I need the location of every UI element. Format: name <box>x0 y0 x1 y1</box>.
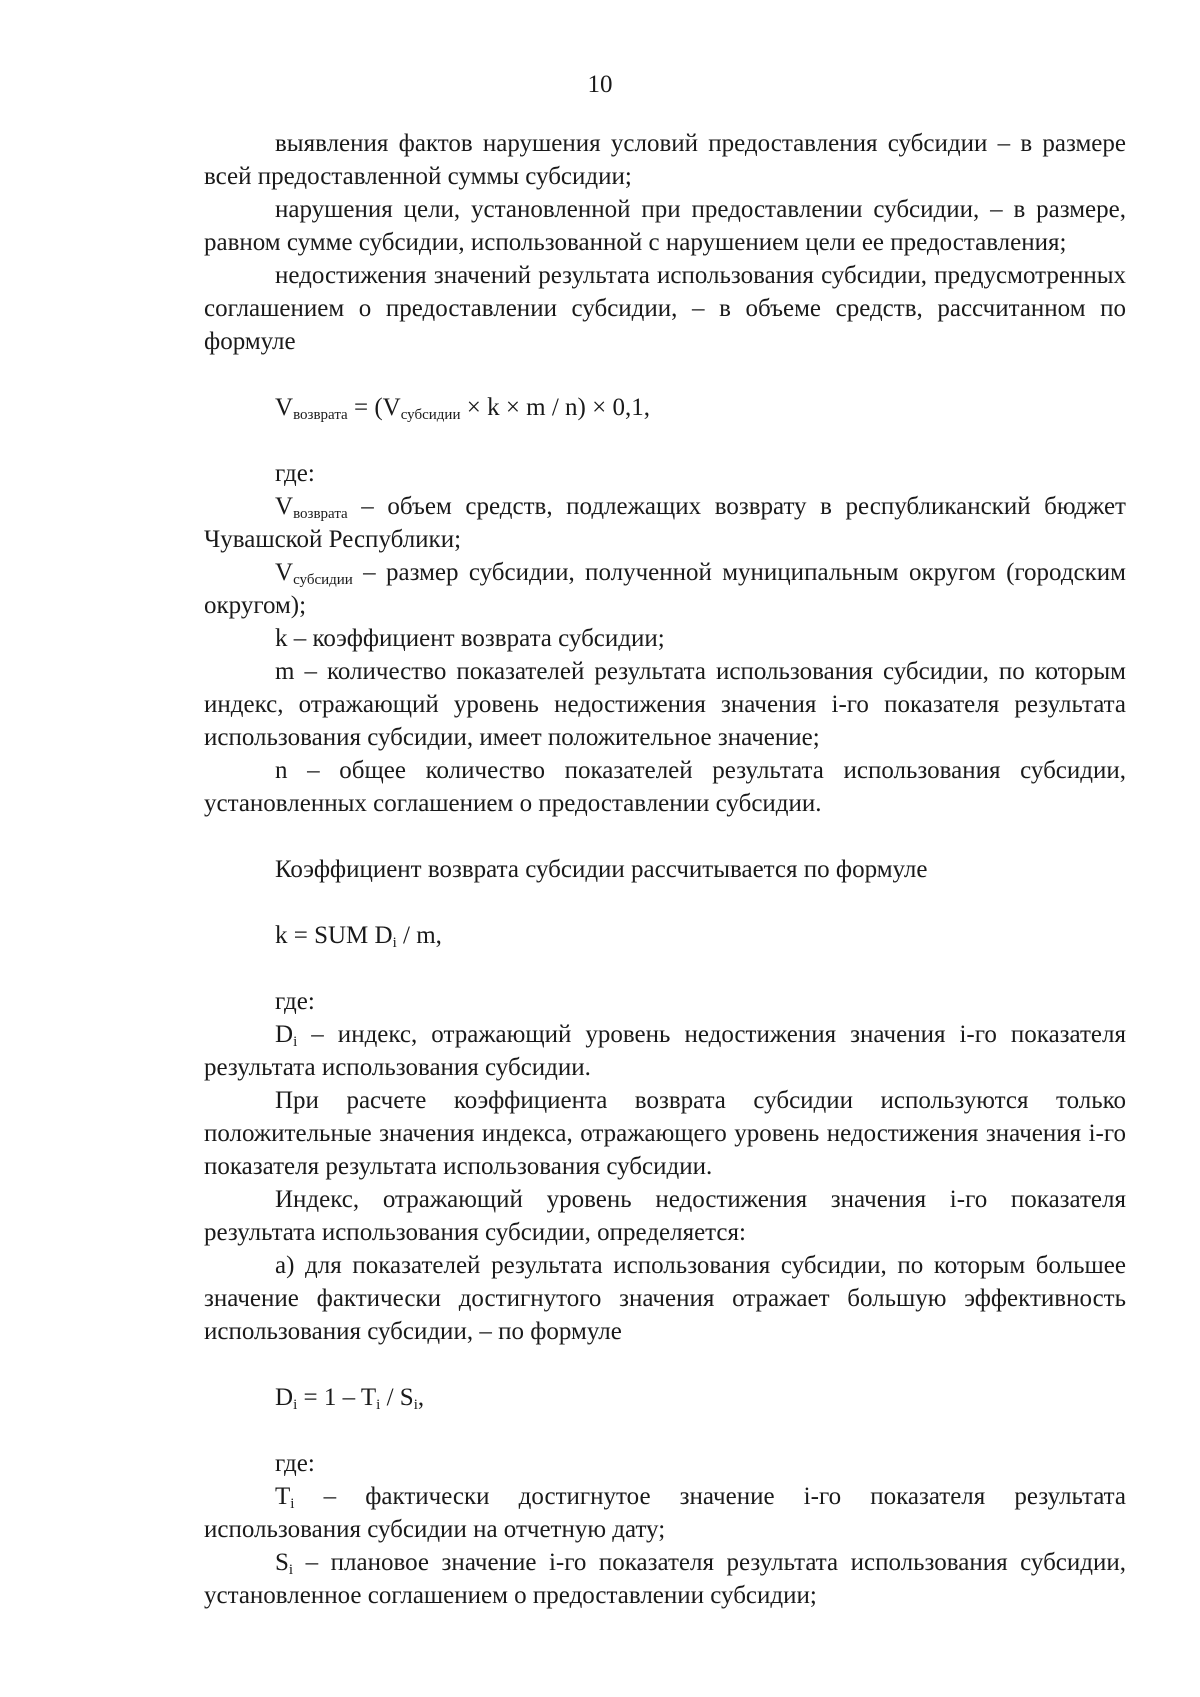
formula-return-volume: $V_{возврата} = (V_{субсидии} \times k \times m / n) \times 0,1$, <box>275 394 650 423</box>
paragraph-index-determined: Индекс, отражающий уровень недостижения значения i-го показателя результата использования субсидии, определяется: <box>204 1186 1126 1246</box>
definition-v-subsidy: $V_{субсидии}$ – размер субсидии, полученной муниципальным округом (городским округом); <box>204 559 1126 619</box>
paragraph-item-a: а) для показателей результата использования субсидии, по которым большее значение фактически достигнутого значения отражает большую эффективность использования субсидии, – по формуле <box>204 1252 1126 1345</box>
definition-m: m – количество показателей результата использования субсидии, по которым индекс, отражающий уровень недостижения значения i-го показателя результата использования субсидии, имеет положительное значение; <box>204 658 1126 751</box>
paragraph-violation-conditions: выявления фактов нарушения условий предоставления субсидии – в размере всей предоставленной суммы субсидии; <box>204 130 1126 190</box>
definition-di: $D_i$ – индекс, отражающий уровень недостижения значения i-го показателя результата использования субсидии. <box>204 1021 1126 1081</box>
where-label-1: где: <box>275 460 315 487</box>
where-label-3: где: <box>275 1450 315 1477</box>
paragraph-non-achievement: недостижения значений результата использования субсидии, предусмотренных соглашением о предоставлении субсидии, – в объеме средств, рассчитанном по формуле <box>204 262 1126 355</box>
definition-v-return: $V_{возврата}$ – объем средств, подлежащих возврату в республиканский бюджет Чувашской Республики; <box>204 493 1126 553</box>
definition-n: n – общее количество показателей результата использования субсидии, установленных соглашением о предоставлении субсидии. <box>204 757 1126 817</box>
where-label-2: где: <box>275 988 315 1015</box>
definition-k: k – коэффициент возврата субсидии; <box>275 625 665 652</box>
paragraph-positive-values: При расчете коэффициента возврата субсидии используются только положительные значения индекса, отражающего уровень недостижения значения i-го показателя результата использования субсидии. <box>204 1087 1126 1180</box>
document-body <box>204 127 1126 1612</box>
definition-si: $S_i$ – плановое значение i-го показателя результата использования субсидии, установленное соглашением о предоставлении субсидии; <box>204 1549 1126 1609</box>
formula-index: $D_i = 1 - T_i / S_i$, <box>275 1384 425 1413</box>
page-number: 10 <box>587 71 613 98</box>
formula-coefficient: k = SUM $D_i$ / m, <box>275 922 442 951</box>
coefficient-intro: Коэффициент возврата субсидии рассчитывается по формуле <box>275 856 928 883</box>
definition-ti: $T_i$ – фактически достигнутое значение i-го показателя результата использования субсидии на отчетную дату; <box>204 1483 1126 1543</box>
paragraph-violation-purpose: нарушения цели, установленной при предоставлении субсидии, – в размере, равном сумме субсидии, использованной с нарушением цели ее предоставления; <box>204 196 1126 256</box>
